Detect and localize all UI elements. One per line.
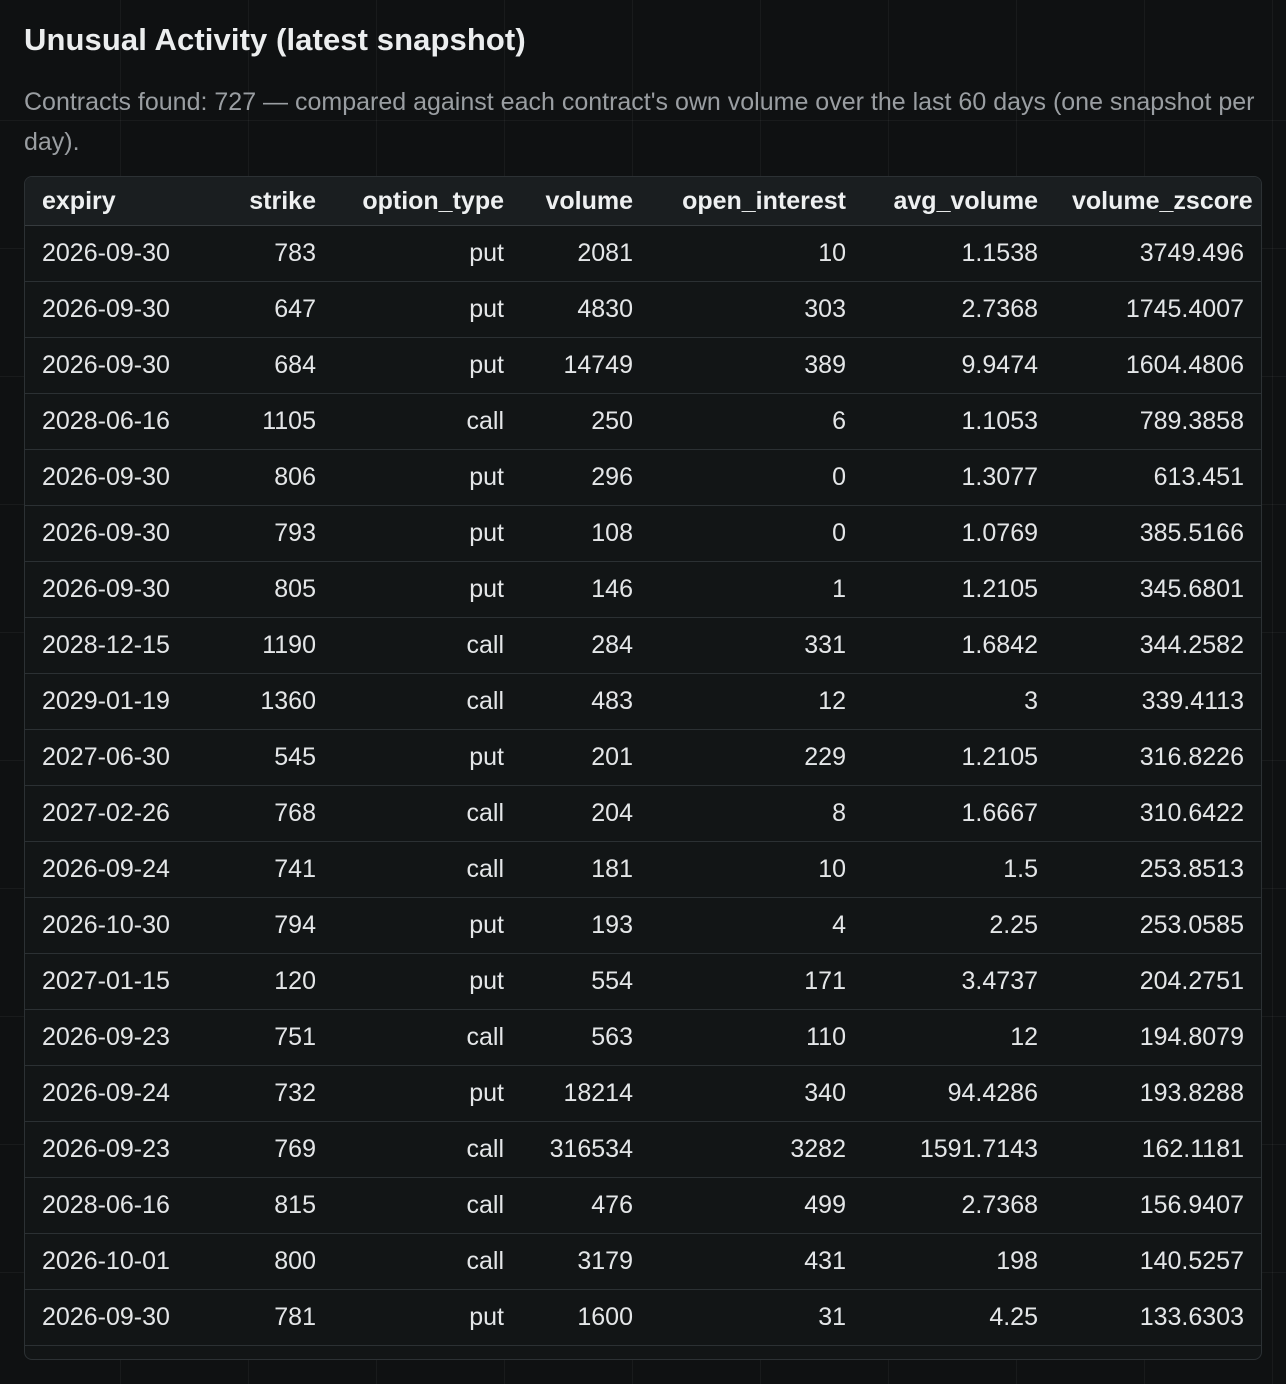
cell-volume-zscore: 193.8288 — [1055, 1066, 1261, 1122]
cell-avg-volume: 1.0769 — [863, 506, 1055, 562]
cell-avg-volume: 4.25 — [863, 1290, 1055, 1346]
cell-volume: 146 — [521, 562, 650, 618]
table-body — [25, 226, 1261, 1346]
cell-expiry: 2029-01-19 — [25, 674, 210, 730]
cell-strike: 800 — [210, 1234, 333, 1290]
cell-expiry: 2026-09-23 — [25, 1010, 210, 1066]
cell-expiry: 2026-09-30 — [25, 562, 210, 618]
cell-option-type: put — [333, 1290, 521, 1346]
cell-expiry: 2026-10-01 — [25, 1234, 210, 1290]
table-row[interactable] — [25, 786, 1261, 842]
table-row[interactable] — [25, 674, 1261, 730]
column-header-strike[interactable]: strike — [210, 177, 333, 226]
cell-option-type: put — [333, 1066, 521, 1122]
cell-strike: 783 — [210, 226, 333, 282]
cell-strike: 1105 — [210, 394, 333, 450]
cell-strike: 781 — [210, 1290, 333, 1346]
column-header-expiry[interactable]: expiry — [25, 177, 210, 226]
cell-strike: 545 — [210, 730, 333, 786]
cell-open-interest: 10 — [650, 842, 863, 898]
table-row[interactable] — [25, 562, 1261, 618]
cell-open-interest: 431 — [650, 1234, 863, 1290]
cell-avg-volume: 3.4737 — [863, 954, 1055, 1010]
column-header-volume[interactable]: volume — [521, 177, 650, 226]
cell-volume-zscore: 1604.4806 — [1055, 338, 1261, 394]
cell-open-interest: 0 — [650, 450, 863, 506]
cell-avg-volume: 2.7368 — [863, 282, 1055, 338]
cell-expiry: 2026-09-30 — [25, 282, 210, 338]
table-row[interactable] — [25, 282, 1261, 338]
cell-avg-volume: 12 — [863, 1010, 1055, 1066]
cell-option-type: call — [333, 786, 521, 842]
cell-strike: 815 — [210, 1178, 333, 1234]
cell-strike: 768 — [210, 786, 333, 842]
cell-volume-zscore: 133.6303 — [1055, 1290, 1261, 1346]
cell-option-type: put — [333, 954, 521, 1010]
cell-avg-volume: 1.2105 — [863, 730, 1055, 786]
cell-avg-volume: 1591.7143 — [863, 1122, 1055, 1178]
cell-option-type: call — [333, 1010, 521, 1066]
cell-expiry: 2028-12-15 — [25, 618, 210, 674]
cell-volume-zscore: 613.451 — [1055, 450, 1261, 506]
cell-option-type: call — [333, 1122, 521, 1178]
results-table — [25, 177, 1261, 1346]
cell-volume: 1600 — [521, 1290, 650, 1346]
cell-open-interest: 499 — [650, 1178, 863, 1234]
table-header-row — [25, 177, 1261, 226]
cell-volume-zscore: 253.0585 — [1055, 898, 1261, 954]
cell-avg-volume: 1.6667 — [863, 786, 1055, 842]
cell-expiry: 2027-02-26 — [25, 786, 210, 842]
table-row[interactable] — [25, 898, 1261, 954]
column-header-option-type[interactable]: option_type — [333, 177, 521, 226]
cell-open-interest: 10 — [650, 226, 863, 282]
table-row[interactable] — [25, 226, 1261, 282]
cell-option-type: put — [333, 898, 521, 954]
cell-option-type: put — [333, 450, 521, 506]
cell-avg-volume: 9.9474 — [863, 338, 1055, 394]
cell-strike: 805 — [210, 562, 333, 618]
cell-avg-volume: 94.4286 — [863, 1066, 1055, 1122]
cell-open-interest: 110 — [650, 1010, 863, 1066]
cell-strike: 793 — [210, 506, 333, 562]
cell-expiry: 2026-09-24 — [25, 842, 210, 898]
cell-volume: 284 — [521, 618, 650, 674]
cell-volume-zscore: 339.4113 — [1055, 674, 1261, 730]
table-row[interactable] — [25, 618, 1261, 674]
cell-avg-volume: 1.1538 — [863, 226, 1055, 282]
table-row[interactable] — [25, 506, 1261, 562]
column-header-avg-volume[interactable]: avg_volume — [863, 177, 1055, 226]
cell-volume: 18214 — [521, 1066, 650, 1122]
cell-option-type: call — [333, 394, 521, 450]
cell-volume-zscore: 385.5166 — [1055, 506, 1261, 562]
cell-avg-volume: 1.1053 — [863, 394, 1055, 450]
cell-volume-zscore: 3749.496 — [1055, 226, 1261, 282]
cell-volume-zscore: 316.8226 — [1055, 730, 1261, 786]
cell-strike: 751 — [210, 1010, 333, 1066]
cell-expiry: 2026-09-24 — [25, 1066, 210, 1122]
cell-volume: 181 — [521, 842, 650, 898]
cell-strike: 732 — [210, 1066, 333, 1122]
cell-open-interest: 12 — [650, 674, 863, 730]
table-row[interactable] — [25, 954, 1261, 1010]
cell-avg-volume: 1.5 — [863, 842, 1055, 898]
cell-open-interest: 389 — [650, 338, 863, 394]
table-row[interactable] — [25, 1010, 1261, 1066]
cell-volume: 476 — [521, 1178, 650, 1234]
cell-expiry: 2026-09-30 — [25, 226, 210, 282]
cell-option-type: call — [333, 674, 521, 730]
cell-option-type: put — [333, 226, 521, 282]
cell-open-interest: 229 — [650, 730, 863, 786]
cell-volume-zscore: 310.6422 — [1055, 786, 1261, 842]
page-subtitle: Contracts found: 727 — compared against each contract's own volume over the last 60 days (one snapshot per day). — [24, 88, 1255, 156]
cell-volume: 2081 — [521, 226, 650, 282]
table-row[interactable] — [25, 1122, 1261, 1178]
cell-volume-zscore: 345.6801 — [1055, 562, 1261, 618]
cell-option-type: put — [333, 506, 521, 562]
cell-strike: 647 — [210, 282, 333, 338]
cell-volume: 108 — [521, 506, 650, 562]
cell-option-type: put — [333, 730, 521, 786]
cell-avg-volume: 1.2105 — [863, 562, 1055, 618]
cell-expiry: 2027-06-30 — [25, 730, 210, 786]
cell-volume-zscore: 194.8079 — [1055, 1010, 1261, 1066]
cell-volume: 3179 — [521, 1234, 650, 1290]
cell-open-interest: 3282 — [650, 1122, 863, 1178]
cell-volume-zscore: 253.8513 — [1055, 842, 1261, 898]
cell-volume: 563 — [521, 1010, 650, 1066]
cell-expiry: 2026-10-30 — [25, 898, 210, 954]
cell-option-type: call — [333, 1178, 521, 1234]
cell-strike: 1360 — [210, 674, 333, 730]
cell-strike: 120 — [210, 954, 333, 1010]
cell-volume: 193 — [521, 898, 650, 954]
cell-volume: 201 — [521, 730, 650, 786]
cell-open-interest: 171 — [650, 954, 863, 1010]
cell-avg-volume: 198 — [863, 1234, 1055, 1290]
cell-avg-volume: 1.6842 — [863, 618, 1055, 674]
cell-avg-volume: 3 — [863, 674, 1055, 730]
cell-expiry: 2028-06-16 — [25, 1178, 210, 1234]
cell-option-type: call — [333, 618, 521, 674]
cell-volume: 250 — [521, 394, 650, 450]
cell-option-type: call — [333, 1234, 521, 1290]
cell-option-type: put — [333, 338, 521, 394]
cell-volume: 296 — [521, 450, 650, 506]
column-header-open-interest[interactable]: open_interest — [650, 177, 863, 226]
cell-expiry: 2026-09-30 — [25, 1290, 210, 1346]
cell-strike: 1190 — [210, 618, 333, 674]
cell-expiry: 2026-09-30 — [25, 338, 210, 394]
cell-volume: 4830 — [521, 282, 650, 338]
cell-strike: 684 — [210, 338, 333, 394]
cell-option-type: call — [333, 842, 521, 898]
cell-volume: 483 — [521, 674, 650, 730]
column-header-volume-zscore[interactable]: volume_zscore — [1055, 177, 1261, 226]
table-row[interactable] — [25, 1178, 1261, 1234]
cell-expiry: 2026-09-23 — [25, 1122, 210, 1178]
cell-expiry: 2028-06-16 — [25, 394, 210, 450]
table-row[interactable] — [25, 730, 1261, 786]
cell-volume-zscore: 204.2751 — [1055, 954, 1261, 1010]
cell-volume-zscore: 344.2582 — [1055, 618, 1261, 674]
cell-strike: 769 — [210, 1122, 333, 1178]
cell-open-interest: 8 — [650, 786, 863, 842]
cell-expiry: 2026-09-30 — [25, 450, 210, 506]
cell-strike: 806 — [210, 450, 333, 506]
cell-volume: 316534 — [521, 1122, 650, 1178]
cell-expiry: 2026-09-30 — [25, 506, 210, 562]
cell-volume: 204 — [521, 786, 650, 842]
table-row[interactable] — [25, 394, 1261, 450]
cell-strike: 794 — [210, 898, 333, 954]
cell-volume-zscore: 162.1181 — [1055, 1122, 1261, 1178]
cell-avg-volume: 2.25 — [863, 898, 1055, 954]
cell-option-type: put — [333, 562, 521, 618]
cell-open-interest: 1 — [650, 562, 863, 618]
cell-strike: 741 — [210, 842, 333, 898]
cell-volume-zscore: 156.9407 — [1055, 1178, 1261, 1234]
results-table-container[interactable] — [24, 176, 1262, 1360]
cell-expiry: 2027-01-15 — [25, 954, 210, 1010]
cell-open-interest: 4 — [650, 898, 863, 954]
table-row[interactable] — [25, 1066, 1261, 1122]
table-row[interactable] — [25, 1290, 1261, 1346]
table-row[interactable] — [25, 1234, 1261, 1290]
cell-avg-volume: 1.3077 — [863, 450, 1055, 506]
cell-volume-zscore: 789.3858 — [1055, 394, 1261, 450]
table-row[interactable] — [25, 338, 1261, 394]
page-title: Unusual Activity (latest snapshot) — [24, 22, 526, 57]
cell-open-interest: 0 — [650, 506, 863, 562]
table-row[interactable] — [25, 450, 1261, 506]
cell-avg-volume: 2.7368 — [863, 1178, 1055, 1234]
cell-option-type: put — [333, 282, 521, 338]
cell-open-interest: 340 — [650, 1066, 863, 1122]
cell-volume-zscore: 1745.4007 — [1055, 282, 1261, 338]
cell-volume: 14749 — [521, 338, 650, 394]
cell-open-interest: 303 — [650, 282, 863, 338]
cell-open-interest: 31 — [650, 1290, 863, 1346]
unusual-activity-panel — [24, 0, 1262, 1331]
cell-open-interest: 6 — [650, 394, 863, 450]
cell-volume: 554 — [521, 954, 650, 1010]
cell-open-interest: 331 — [650, 618, 863, 674]
table-row[interactable] — [25, 842, 1261, 898]
cell-volume-zscore: 140.5257 — [1055, 1234, 1261, 1290]
